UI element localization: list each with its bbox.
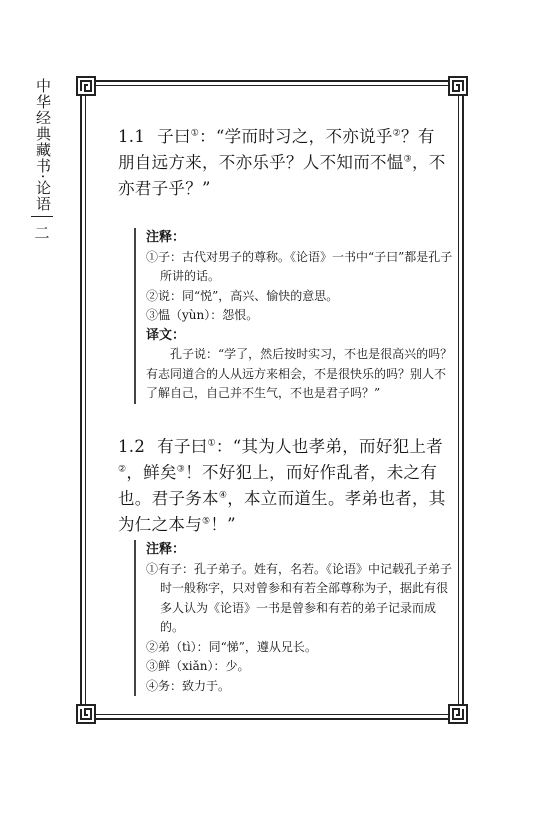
passage-1-1	[118, 124, 448, 202]
passage-text: ，鲜矣	[126, 463, 177, 482]
fret-corner-top-right	[448, 76, 468, 96]
note-item: ②说：同“悦”，高兴、愉快的意思。	[146, 288, 339, 303]
notes-heading: 注释：	[146, 542, 186, 557]
notes-heading: 注释：	[146, 230, 186, 245]
passage-text: ：“其为人也孝弟，而好犯上者	[215, 437, 444, 456]
page-number: 二	[34, 224, 50, 242]
note-item: ②弟（tì）：同“悌”，遵从兄长。	[146, 639, 317, 654]
note-item: ①有子：孔子弟子。姓有，名若。《论语》中记载孔子弟子时一般称字，只对曾参和有若全部尊称为子，据此有很多人认为《论语》一书是曾参和有若的弟子记录而成的。	[146, 561, 453, 634]
passage-number: 1.1	[118, 127, 146, 146]
fret-corner-bottom-left	[76, 704, 96, 724]
passage-text: 有子曰	[157, 437, 208, 456]
footnote-marker: ⑤	[202, 516, 211, 527]
book-series-title: 中华经典藏书·论语	[34, 78, 52, 212]
passage-text: ，不亦君子乎？”	[118, 153, 446, 198]
footnote-marker: ③	[176, 464, 186, 475]
footnote-marker: ④	[218, 490, 228, 501]
passage-text: ！”	[210, 515, 236, 534]
note-item: ①子：古代对男子的尊称。《论语》一书中“子曰”都是孔子所讲的话。	[146, 249, 453, 283]
side-divider	[31, 216, 53, 217]
passage-text: ，本立而道生。孝弟也者，其为仁之本与	[118, 489, 446, 534]
fret-corner-bottom-right	[448, 704, 468, 724]
footnote-marker: ①	[207, 438, 216, 449]
annotation-block-1	[134, 228, 456, 404]
footnote-marker: ③	[403, 154, 412, 165]
footnote-marker: ②	[392, 128, 402, 139]
fret-corner-top-left	[76, 76, 96, 96]
annotation-block-2	[134, 540, 456, 696]
note-item: ③鲜（xiǎn）：少。	[146, 659, 250, 673]
passage-number: 1.2	[118, 437, 146, 456]
footnote-marker: ①	[190, 128, 200, 139]
passage-1-2	[118, 434, 448, 538]
passage-text: ：“学而时习之，不亦说乎	[199, 127, 393, 146]
note-item: ③愠（yùn）：怨恨。	[146, 308, 259, 322]
passage-text: ？有朋自远方来，不亦乐乎？人不知而不愠	[118, 127, 435, 172]
translation-heading: 译文：	[146, 327, 186, 343]
note-item: ④务：致力于。	[146, 678, 231, 693]
passage-text: ！不好犯上，而好作乱者，未之有也。君子务本	[118, 463, 438, 508]
translation-text: 孔子说：“学了，然后按时实习，不也是很高兴的吗？有志同道合的人从远方来相会，不是很快乐的吗？别人不了解自己，自己并不生气，不也是君子吗？”	[146, 347, 453, 400]
footnote-marker: ②	[118, 464, 127, 475]
passage-text: 子曰	[157, 127, 191, 146]
